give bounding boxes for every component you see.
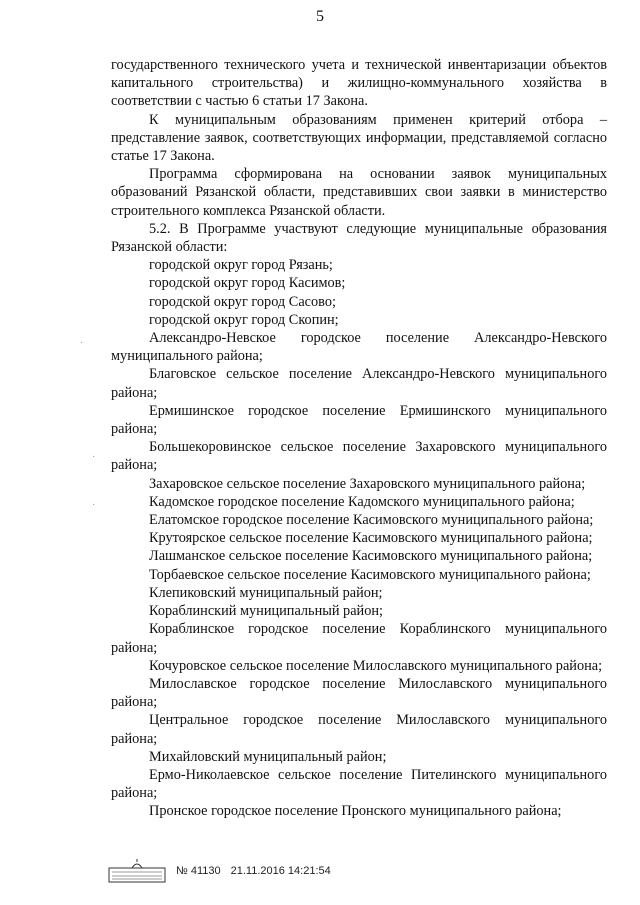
municipality-item: Александро-Невское городское поселение Александро-Невского муниципального района; xyxy=(111,330,607,365)
municipality-item: Милославское городское поселение Милославского муниципального района; xyxy=(111,675,607,711)
registry-stamp-icon xyxy=(108,858,166,884)
municipality-item: Ермо-Николаевское сельское поселение Пителинского муниципального района; xyxy=(111,766,607,802)
document-body xyxy=(111,56,607,821)
timestamp: 21.11.2016 14:21:54 xyxy=(230,865,331,877)
municipality-item: городской округ город Сасово; xyxy=(149,293,336,310)
municipality-item: Кораблинский муниципальный район; xyxy=(149,603,383,620)
municipality-item: Клепиковский муниципальный район; xyxy=(149,584,383,601)
paragraph: К муниципальным образованиям применен критерий отбора – представление заявок, соответствующих информации, представляемой согласно статье 17 Закона. xyxy=(111,111,607,165)
municipality-item: Кочуровское сельское поселение Милославского муниципального района; xyxy=(149,657,603,674)
margin-mark: · xyxy=(92,452,96,463)
municipality-item: Ермишинское городское поселение Ермишинского муниципального района; xyxy=(111,402,607,438)
footer xyxy=(108,857,331,885)
municipality-list xyxy=(111,256,607,820)
paragraph: 5.2. В Программе участвуют следующие муниципальные образования Рязанской области: xyxy=(111,220,607,256)
municipality-item: Крутоярское сельское поселение Касимовского муниципального района; xyxy=(149,530,593,547)
municipality-item: Большекоровинское сельское поселение Захаровского муниципального района; xyxy=(111,439,607,474)
municipality-item: Захаровское сельское поселение Захаровского муниципального района; xyxy=(149,475,586,492)
margin-mark: · xyxy=(92,500,96,511)
municipality-item: Лашманское сельское поселение Касимовского муниципального района; xyxy=(149,548,593,565)
municipality-item: Елатомское городское поселение Касимовского муниципального района; xyxy=(149,512,594,529)
document-number: № 41130 xyxy=(176,865,221,877)
municipality-item: Пронское городское поселение Пронского муниципального района; xyxy=(149,803,562,820)
municipality-item: Благовское сельское поселение Александро-Невского муниципального района; xyxy=(111,366,607,401)
municipality-item: Кораблинское городское поселение Кораблинского муниципального района; xyxy=(111,621,607,656)
page-number: 5 xyxy=(316,8,324,25)
paragraph: Программа сформирована на основании заявок муниципальных образований Рязанской области, представивших свои заявки в министерство строительного комплекса Рязанской области. xyxy=(111,166,607,219)
municipality-item: Центральное городское поселение Милославского муниципального района; xyxy=(111,712,607,747)
paragraph: государственного технического учета и технической инвентаризации объектов капитального строительства) и жилищно-коммунального хозяйства в соответствии с частью 6 статьи 17 Закона. xyxy=(111,57,607,110)
margin-mark: · xyxy=(80,338,84,349)
municipality-item: городской округ город Скопин; xyxy=(149,311,339,328)
municipality-item: Кадомское городское поселение Кадомского муниципального района; xyxy=(149,493,575,510)
municipality-item: городской округ город Рязань; xyxy=(149,257,333,274)
municipality-item: Михайловский муниципальный район; xyxy=(149,748,387,765)
municipality-item: Торбаевское сельское поселение Касимовского муниципального района; xyxy=(149,566,591,583)
municipality-item: городской округ город Касимов; xyxy=(149,275,346,292)
